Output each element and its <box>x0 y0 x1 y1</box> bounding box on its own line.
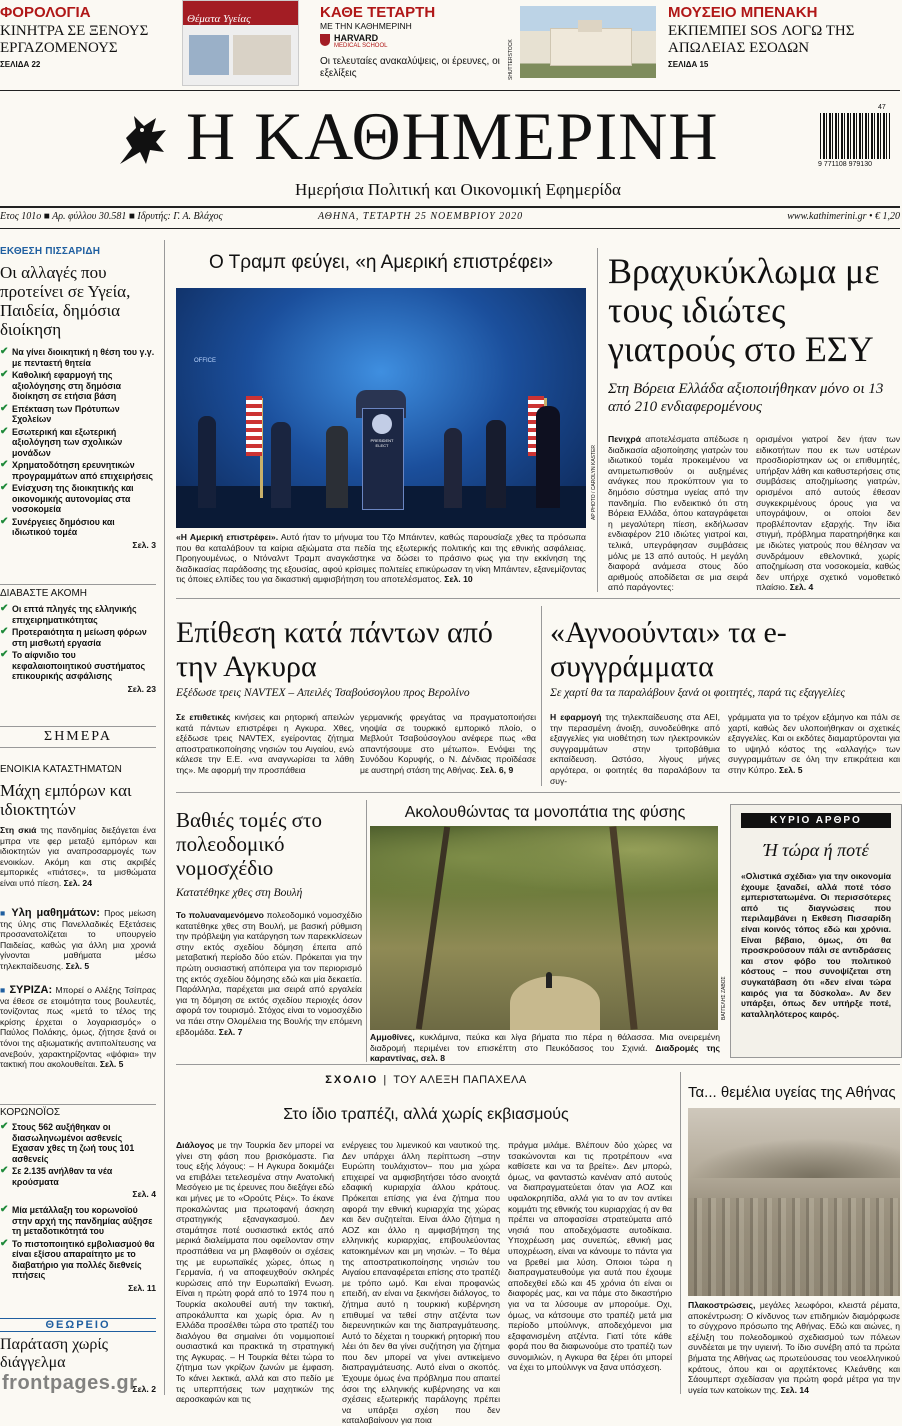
barcode <box>820 113 890 159</box>
nature-headline[interactable]: Ακολουθώντας τα μονοπάτια της φύσης <box>404 804 686 821</box>
check-icon: ✔ <box>0 346 9 357</box>
planning-deck: Κατατέθηκε χθες στη Βουλή <box>176 887 303 899</box>
list-item: ✔ Μία μετάλλαξη του κορωνοϊού στην αρχή της πανδημίας αύξησε τη μεταδοτικότητά του <box>0 1204 153 1236</box>
list-item: ✔ Συνέργειες δημόσιου και ιδιωτικού τομέα <box>0 515 115 537</box>
editorial-box <box>730 804 902 1058</box>
forest-photo[interactable] <box>370 826 718 1030</box>
planning-headline[interactable]: Βαθιές τομές στο πολεοδομικό νομοσχέδιο <box>176 808 322 880</box>
page-ref[interactable]: Διαδρομές της καραντίνας, σελ. 8 <box>370 1042 721 1064</box>
teaser-benaki[interactable] <box>668 4 900 84</box>
teaser-brand: HARVARD <box>334 33 379 43</box>
list-item: ✔ Προτεραιότητα η μείωση φόρων στη μισθωτή εργασία <box>0 626 147 648</box>
lead-caption: «Η Αμερική επιστρέφει». Αυτό ήταν το μήνυμα του Τζο Μπάιντεν, καθώς παρουσίαζε χθες τα πρόσωπα που θα καταλάβουν τα καίρια αξιώματα στα πεδία της εξωτερικής πολιτικής και της εθνικής ασφάλειας. Προηγουμένως, ο Ντόναλντ Τραμπ αναγκάστηκε να δώσει το πράσινο φως για την εκκίνηση της διαδικασίας παράδοσης της εξουσίας, αφού κρίσιμες πολιτείες επικύρωσαν τη νίκη Μπάιντεν, εξανεμίζοντας τις όποιες ελπίδες του για δικαστική αμφισβήτηση του αποτελέσματος. Σελ. 10 <box>176 532 586 585</box>
teaser-taxation[interactable] <box>0 4 170 84</box>
page-ref[interactable]: Σελ. 6, 9 <box>480 764 514 775</box>
sidebar-exams <box>0 908 156 972</box>
teaser-kicker: ΦΟΡΟΛΟΓΙΑ <box>0 4 91 21</box>
check-icon: ✔ <box>0 1237 9 1249</box>
sidebar-covid <box>0 1107 156 1293</box>
check-icon: ✔ <box>0 369 9 380</box>
barcode-number: 9 771108 979130 <box>818 161 872 168</box>
teaser-title: ΕΚΠΕΜΠΕΙ SOS ΛΟΓΩ ΤΗΣ ΑΠΩΛΕΙΑΣ ΕΣΟΔΩΝ <box>668 23 855 56</box>
teaser-kicker: ΚΑΘΕ ΤΕΤΑΡΤΗ <box>320 4 436 21</box>
page-ref[interactable]: Σελ. 11 <box>128 1282 156 1293</box>
list-item: ✔ Το πιστοποιητικό εμβολιασμού θα είναι εξίσου απαραίτητο με το διαβατήριο για πολλές διεθνείς πτήσεις <box>0 1237 155 1280</box>
magazine-title: Θέματα Υγείας <box>183 13 298 25</box>
sidebar-title[interactable]: Οι αλλαγές που προτείνει σε Υγεία, Παιδεία, δημόσια διοίκηση <box>0 263 131 339</box>
teaser-page: ΣΕΛΙΔΑ 22 <box>0 60 41 69</box>
lead-headline[interactable]: Ο Τραμπ φεύγει, «η Αμερική επιστρέφει» <box>208 252 554 273</box>
ebooks-deck: Σε χαρτί θα τα παραλάβουν ξανά οι φοιτητές, παρά τις εξαγγελίες <box>550 687 846 699</box>
check-icon: ✔ <box>0 1204 9 1215</box>
rent-text: Στη σκιά της πανδημίας διεξάγεται ένα μπρα ντε φερ μεταξύ εμπόρων και ιδιοκτητών για αναπροσαρμογές των ενοικίων. Ακόμη και στις ακριβές εμπορικές «πιάτσες», τα μισθώματα είναι υπό πίεση. Σελ. 24 <box>0 825 156 888</box>
masthead-subtitle: Ημερήσια Πολιτική και Οικονομική Εφημερίδα <box>295 180 621 199</box>
list-item: ✔ Το αίφνιδιο του κεφαλαιοποιητικού συστήματος επικουρικής ασφάλισης <box>0 649 146 681</box>
ebooks-col-1: Η εφαρμογή της τηλεκπαίδευσης στα ΑΕΙ, την περασμένη άνοιξη, συνοδεύθηκε από εξαγγελίες για υιοθέτηση των ηλεκτρονικών συγγραμμάτων στην τριτοβάθμια εκπαίδευση. Ωστόσο, λίγους μήνες αργότερα, οι φοιτητές θα παραλάβουν τα συγ- <box>550 712 720 786</box>
page-ref[interactable]: Σελ. 3 <box>132 539 156 550</box>
barcode-issue: 47 <box>878 104 886 111</box>
sidebar-syriza <box>0 985 156 1070</box>
read-more-kicker: ΔΙΑΒΑΣΤΕ ΑΚΟΜΗ <box>0 588 88 599</box>
list-item: ✔ Χρηματοδότηση ερευνητικών προγραμμάτων από επιχειρήσεις <box>0 459 153 481</box>
check-icon: ✔ <box>0 649 9 660</box>
esy-deck: Στη Βόρεια Ελλάδα αξιοποιήθηκαν μόνο οι 13 από 210 ενδιαφερομένους <box>608 381 884 415</box>
athens-photo[interactable] <box>688 1108 900 1296</box>
list-item: ✔ Επέκταση των Πρότυπων Σχολείων <box>0 402 120 424</box>
check-icon: ✔ <box>0 626 9 637</box>
teaser-text: Οι τελευταίες ανακαλύψεις, οι έρευνες, οι εξελίξεις <box>320 56 500 79</box>
biden-photo[interactable]: OFFICE PRESIDENT ELECT <box>176 288 586 528</box>
column-col-1: Διάλογος με την Τουρκία δεν μπορεί να γίνει στη φάση που βρισκόμαστε. Για τους εξής λόγους: – Η Αγκυρα δοκιμάζει να επιβάλει τετελεσμένα στην Ανατολική Μεσόγειο με τις έρευνες που διεξάγει εδώ και μήνες με το «Ορούτς Ρέις». Το έκανε προκαλώντας μια πρωτοφανή άσκηση στρατηγικής εξαναγκασμού. Δεν σταμάτησε ποτέ ουσιαστικά εκτός από μερικά διαλείμματα που οφείλονταν στην προσπάθεια να μη βλαφθούν οι σχέσεις της με ευρωπαϊκές χώρες, όπως η Γερμανία, ή να αποφευχθούν σκληρές κυρώσεις από την Ευρωπαϊκή Ενωση. Είναι η πρώτη φορά από το 1974 που η Τουρκία ακολουθεί αυτή την τακτική, απροκάλυπτα και χωρίς όρια. Αν η Ελλάδα προσέλθει τώρα στο τραπέζι του διαλόγου θα σημαίνει ότι νομιμοποιεί ουσιαστικά και πρακτικά τη στρατηγική της Αγκυρας. – Η Τουρκία θέτει τώρα το ζήτημα των γκρίζων ζωνών με έμφαση. Το κάνει λεκτικά, αλλά και στο πεδίο με τις υπερπτήσεις των μαχητικών της αεροσκαφών και τις <box>176 1140 334 1405</box>
check-icon: ✔ <box>0 482 9 493</box>
teaser-brand-sub: MEDICAL SCHOOL <box>334 43 388 49</box>
ankara-headline[interactable]: Επίθεση κατά πάντων από την Αγκυρα <box>176 616 493 683</box>
sidebar-checklist <box>0 347 156 538</box>
esy-headline[interactable]: Βραχυκύκλωμα με τους ιδιώτες γιατρούς στο ΕΣΥ <box>608 251 880 369</box>
page-ref[interactable]: Σελ. 2 <box>132 1384 156 1394</box>
nature-caption: Αμμοθίνες, κυκλάμινα, πεύκα και λίγα βήματα πιο πέρα η θάλασσα. Μια ονειρεμένη διαδρομή περιμένει τον επισκέπτη στο Πευκόδασος του Σχινιά. Διαδρομές της καραντίνας, σελ. 8 <box>370 1032 721 1064</box>
photo-credit: AP PHOTO / CAROLYN KASTER <box>591 444 597 520</box>
sidebar <box>0 246 156 550</box>
page-ref[interactable]: Σελ. 4 <box>789 582 814 593</box>
watermark: frontpages.gr <box>2 1372 138 1394</box>
esy-col-2: ορισμένοι γιατροί δεν ήταν των ειδικοτήτων που εκ των υστέρων προσδιορίστηκαν ως οι επιθυμητές, υπήρξαν λάθη και καθυστερήσεις στις συμβάσεις αποζημίωσης γιατρών, ορισμένοι από αυτούς έθεσαν συγκεκριμένους όρους για να υπογράψουν, οι οποίοι δεν προβλέπονταν εξαρχής. Την ίδια στιγμή, πρόβλημα παρατηρήθηκε και με ιδιώτες γιατρούς που θέλησαν να συνδράμουν εθελοντικά, χωρίς αποζημίωση στα νοσοκομεία, καθώς δεν υπήρχε σχετικό νομοθετικό πλαίσιο. Σελ. 4 <box>756 434 900 593</box>
check-icon: ✔ <box>0 515 9 527</box>
esy-col-1: Πενιχρά αποτελέσματα απέδωσε η διαδικασία αξιοποίησης γιατρών του ιδιωτικού τομέα προκειμένου να αντιμετωπισθούν οι αυξημένες ανάγκες που προκύπτουν για το δημόσιο σύστημα υγείας από την πανδημία. Πιο ενδεικτικό ότι στη Βόρεια Ελλάδα, όπου καταγράφεται η μεγαλύτερη πίεση, εκδήλωσαν ενδιαφέρον 210 ιδιώτες γιατροί και, τελικά, υπεγράφησαν συμβάσεις μόλις με 13 από αυτούς. Η μεγάλη διαφορά ανάμεσα στους δύο αριθμούς αποδίδεται σε μια σειρά από παράγοντες: <box>608 434 748 593</box>
column-header: ΣΧΟΛΙΟ | ΤΟΥ ΑΛΕΞΗ ΠΑΠΑΧΕΛΑ <box>325 1074 527 1086</box>
list-item: ✔ Εσωτερική και εξωτερική αξιολόγηση των σχολικών μονάδων <box>0 425 123 458</box>
column-label: ΣΧΟΛΙΟ <box>325 1074 379 1086</box>
teaser-title: ΚΙΝΗΤΡΑ ΣΕ ΞΕΝΟΥΣ ΕΡΓΑΖΟΜΕΝΟΥΣ <box>0 23 149 56</box>
harvard-shield-icon <box>320 34 330 46</box>
editorial-text: «Ολιστικά σχέδια» για την οικονομία έχουμε ξαναδεί, αλλά ποτέ τόσο εμπεριστατωμένα. Οι περισσότερες από τις διαγνώσεις που περιλαμβάνει η Εκθεση Πισσαρίδη είναι κοινός τόπος εδώ και χρόνια. Είναι βέβαιο, όμως, ότι θα προσκρούσουν πάλι σε αντιδράσεις και στον φόβο του πολιτικού κόστους – που συνοψίζεται στη συγκατάβαση ότι «δεν είναι τώρα καιρός για τα δύσκολα». Αν δεν υπάρξει, όπως δεν υπήρξε ποτέ, καταλληλότερος καιρός. <box>741 871 891 1019</box>
covid-kicker: ΚΟΡΩΝΟΪΟΣ <box>0 1107 61 1118</box>
ebooks-col-2: γράμματα για το τρέχον εξάμηνο και πάλι σε χαρτί, καθώς δεν υλοποιήθηκαν οι σχετικές εξαγγελίες. Και οι εκδότες διαμαρτύρονται για το υψηλό κόστος της «αλλαγής» των συγγραμμάτων σε όλη την επικράτεια και στην Κύπρο. Σελ. 5 <box>728 712 900 775</box>
photo-credit: ΒΑΓΓΕΛΗΣ ΖΑΒΟΣ <box>721 976 727 1020</box>
rent-kicker: ΕΝΟΙΚΙΑ ΚΑΤΑΣΤΗΜΑΤΩΝ <box>0 764 122 775</box>
today-label: ΣΗΜΕΡΑ <box>0 726 156 748</box>
square-bullet-icon: ■ <box>0 985 10 995</box>
sidebar-rent <box>0 764 156 889</box>
planning-text: Το πολυαναμενόμενο πολεοδομικό νομοσχέδιο κατατέθηκε χθες στη Βουλή, με βασική ρύθμιση την πρόβλεψη για κατάργηση των παρεκκλίσεων στην εκτός σχεδίου δόμηση έπειτα από μεταβατική περίοδο δύο ετών. Πρόκειται για την πρώτη ουσιαστική απόπειρα για τον περιορισμό της εκτός σχεδίου δόμησης εδώ και μία δεκαετία. Παράλληλα, παρέχεται μια σειρά από εργαλεία για τη δόμηση σε εκτός σχεδίου περιοχές όσον αφορά τον τουρισμό. Στόχος είναι το νομοσχέδιο να πάει στην Ολομέλεια της Βουλής την επόμενη εβδομάδα. Σελ. 7 <box>176 910 362 1037</box>
check-icon: ✔ <box>0 459 9 470</box>
issue-info: Ετος 101ο ■ Αρ. φύλλου 30.581 ■ Ιδρυτής: Γ. Α. Βλάχος <box>0 211 223 222</box>
rent-title[interactable]: Μάχη εμπόρων και ιδιοκτητών <box>0 781 132 819</box>
list-item: ✔ Στους 562 αυξήθηκαν οι διασωληνωμένοι ασθενείς Εχασαν χθες τη ζωή τους 101 ασθενείς <box>0 1121 135 1164</box>
sidebar-kicker: ΕΚΘΕΣΗ ΠΙΣΣΑΡΙΔΗ <box>0 246 101 257</box>
square-bullet-icon: ■ <box>0 908 12 918</box>
page-ref[interactable]: Σελ. 5 <box>778 764 803 775</box>
check-icon: ✔ <box>0 425 9 437</box>
athens-caption: Πλακοστρώσεις, μεγάλες λεωφόροι, κλειστά ρέματα, αποκέντρωση: Ο κίνδυνος των επιδημιών διαμόρφωσε το σύγχρονο πρόσωπο της Αθήνας. Εδώ και αιώνες, η εξέλιξη του πολεοδομικού σχεδιασμού των πόλεων συνδέεται με την υγιεινή. Το ίδιο συνέβη από τα πρώτα βήματα της Αθήνας ως πρωτεύουσας του νεοελληνικού κράτους, όπου και οι αρχιτέκτονες Κλεάνθης και Σάουμπερτ σχεδίασαν για πρώτη φορά μέτρα για την υγεία των κατοίκων της. Σελ. 14 <box>688 1300 900 1395</box>
column-headline[interactable]: Στο ίδιο τραπέζι, αλλά χωρίς εκβιασμούς <box>283 1106 569 1123</box>
ankara-deck: Εξέδωσε τρεις NAVTEX – Απειλές Τσαβούσογλου προς Βερολίνο <box>176 687 470 699</box>
list-item: ✔ Σε 2.135 ανήλθαν τα νέα κρούσματα <box>0 1165 113 1187</box>
ebooks-headline[interactable]: «Αγνοούνται» τα e-συγγράμματα <box>550 616 787 683</box>
athens-headline[interactable]: Τα... θεμέλια υγείας της Αθήνας <box>688 1084 896 1101</box>
teaser-sub: ΜΕ ΤΗΝ ΚΑΘΗΜΕΡΙΝΗ <box>320 21 412 31</box>
column-author: ΤΟΥ ΑΛΕΞΗ ΠΑΠΑΧΕΛΑ <box>393 1074 527 1086</box>
editorial-title[interactable]: Ή τώρα ή ποτέ <box>763 840 869 860</box>
page-ref[interactable]: Σελ. 5 <box>65 960 90 971</box>
photo-credit: SHUTTERSTOCK <box>508 39 514 80</box>
page-ref[interactable]: Σελ. 10 <box>444 574 473 585</box>
page-ref[interactable]: Σελ. 23 <box>127 683 156 694</box>
page-ref[interactable]: Σελ. 7 <box>218 1026 243 1037</box>
page-ref[interactable]: Σελ. 5 <box>99 1059 124 1070</box>
theoreio-label: ΘΕΩΡΕΙΟ <box>0 1318 156 1332</box>
editorial-label: ΚΥΡΙΟ ΑΡΘΡΟ <box>741 813 891 828</box>
museum-photo <box>520 6 656 78</box>
issue-price: www.kathimerini.gr • € 1,20 <box>787 211 900 222</box>
syriza-text: ■ ΣΥΡΙΖΑ: Μπορεί ο Αλέξης Τσίπρας να έθεσε σε ετοιμότητα τους βουλευτές, τονίζοντας πως «μετά το τέλος της κρίσης έρχεται ο λογαριασμός» ο Παύλος Πολάκης, όμως, ζήτησε ξανά οι τόνοι της αξιωματικής αντιπολίτευσης να ανεβούν, χαρακτηρίζοντας «ψόφια» την τακτική που ακολουθείται. Σελ. 5 <box>0 984 156 1070</box>
check-icon: ✔ <box>0 1121 9 1132</box>
column-col-3: πράγμα μιλάμε. Βλέπουν δύο χώρες να τσακώνονται και τις προτρέπουν «να καθίσετε και να τα βρείτε». Δεν μπορώ, όμως, να φανταστώ κανέναν από αυτούς να διαπραγματεύεται όταν για ΑΟΖ και υφαλοκρηπίδα, αλλά για το αν τον αντίκει κομμάτι της εθνικής του κυριαρχίας ή αν θα πρέπει να αποφασίσει στρατεύματα από νησιά που αποδεχόμαστε αυτοδίκαια. Υποχρέωση μας συνεπώς, εθνική μας υποχρέωση, είναι να κάνουμε το πάντα για να βρεθεί μια λύση. Οποιοι τώρα η διαπραγματευθούμε για αυτά που έχουμε αποδεχθεί εδώ και 45 χρόνια ότι είναι οι διαφορές μας, και να πάμε στο δικαστήριο για να τα λύσουμε αν μπορούμε. Οχι, όμως, να κάτσουμε στο τραπέζι μετά μια περίοδο μπούλινγκ, αποδεχόμενοι μια εξαφανισμένη ατζέντα. Γιατί τότε κάθε φορά που θα διαφωνούμε στο τραπέζι των συνομιλιών, η Αγκυρα θα ξέρει ότι μπορεί να έχει το μπούλινγκ να ξανα υπόσχεση. <box>508 1140 672 1373</box>
page-ref[interactable]: Σελ. 14 <box>780 1384 809 1395</box>
teaser-harvard[interactable] <box>320 4 500 84</box>
issue-date: ΑΘΗΝΑ, ΤΕΤΑΡΤΗ 25 ΝΟΕΜΒΡΙΟΥ 2020 <box>318 211 524 222</box>
column-col-2: ενέργειες του λιμενικού και ναυτικού της. Δεν υπάρχει άλλη περίπτωση –στην Ευρώπη τουλάχιστον– που μια χώρα επιχειρεί να αμφισβητήσει τόσο ανοιχτά εδαφική κυριαρχία άλλου κράτους. Πρόκειται επίσης για ένα ζήτημα που αφορά την εθνική κυριαρχία της χώρας και δεν συζητείται. Είναι άλλο ζήτημα η ΑΟΖ και άλλο η αμφισβήτηση της ελληνικής κυριαρχίας, επιβουλεύοντας κατοικημένων και μη νησιών. – Το θέμα της αποστρατικοποίησης νησιών του Αιγαίου επαναφέρεται επίσης στο τραπέζι με τρόπο ωμό. Και είναι προφανώς επειδή, αν είναι να ξεκινήσει διάλογος, το ζήτημα αυτό η τουρκική κυβέρνηση επιθυμεί να τεθεί στην ατζέντα των διερευνητικών και της διαπραγμάτευσης. Αυτό το δέχεται η τουρκική ρητορική που λέει ότι δεν θα γίνει συζήτηση για ζήτημα που δεν μπορεί να γίνει αντικείμενο διαπραγμάτευσης. Αυτό είναι ο σκοπός. Έχουμε όμως ένα πρόβλημα που απαιτεί όσοι της ελληνικής κυβέρνησης να και σχέσεις εξωτερικής παράλογης πρέπει να υπάρξει σχέση που δεν καταλαβαίνουν για ποια <box>342 1140 500 1426</box>
list-item: ✔ Καθολική εφαρμογή της αξιολόγησης στη δημόσια διοίκηση σε ετήσια βάση <box>0 369 122 401</box>
check-icon: ✔ <box>0 402 9 414</box>
page-ref[interactable]: Σελ. 24 <box>63 877 92 888</box>
podium-text: PRESIDENT ELECT <box>370 438 394 448</box>
check-icon: ✔ <box>0 1165 9 1176</box>
magazine-cover[interactable] <box>182 0 299 86</box>
teaser-page: ΣΕΛΙΔΑ 15 <box>668 60 709 69</box>
griffin-logo-icon <box>112 108 176 172</box>
list-item: ✔ Να γίνει διοικητική η θέση του γ.γ. με πενταετή θητεία <box>0 346 155 368</box>
ankara-col-2: γερμανικής φρεγάτας να πραγματοποιήσει νηοψία σε τουρκικό εμπορικό πλοίο, ο Μεβλούτ Τσαβούσογλου ανέφερε πως «θα απαντήσουμε στο μέτωπο». Ενόψει της Συνόδου Κορυφής, ο Ν. Δένδιας προϊδέασε με αυστηρή στάση της Αθήνας. Σελ. 6, 9 <box>360 712 536 775</box>
list-item: ✔ Οι επτά πληγές της ελληνικής επιχειρηματικότητας <box>0 603 137 625</box>
page-ref[interactable]: Σελ. 4 <box>132 1189 156 1199</box>
theoreio-title[interactable]: Παράταση χωρίς διάγγελμα <box>0 1336 109 1371</box>
teaser-kicker: ΜΟΥΣΕΙΟ ΜΠΕΝΑΚΗ <box>668 4 818 21</box>
sidebar-read-more <box>0 588 156 694</box>
list-item: ✔ Ενίσχυση της διοικητικής και οικονομικής αυτονομίας στα νοσοκομεία <box>0 482 134 514</box>
exams-text: ■ Υλη μαθημάτων: Προς μείωση της ύλης στις Πανελλαδικές Εξετάσεις προσανατολίζεται το υπουργείο Παιδείας, καθώς για άλλη μια χρονιά γίνονται μαθήματα μέσω τηλεκπαίδευσης. Σελ. 5 <box>0 907 156 971</box>
check-icon: ✔ <box>0 603 9 614</box>
masthead-title: Η ΚΑΘΗΜΕΡΙΝΗ <box>186 98 719 174</box>
ankara-col-1: Σε επιθετικές κινήσεις και ρητορική απειλών κατά πάντων επιστρέφει η Αγκυρα. Χθες, εξέδωσε τρεις NAVTEX, εγείροντας ζήτημα αποστρατικοποίησης νησιών του Αιγαίου, ενώ κάλεσε την Ε.Ε. «να αναγνωρίσει τα λάθη της». Με αφορμή την προσπάθεια <box>176 712 354 775</box>
